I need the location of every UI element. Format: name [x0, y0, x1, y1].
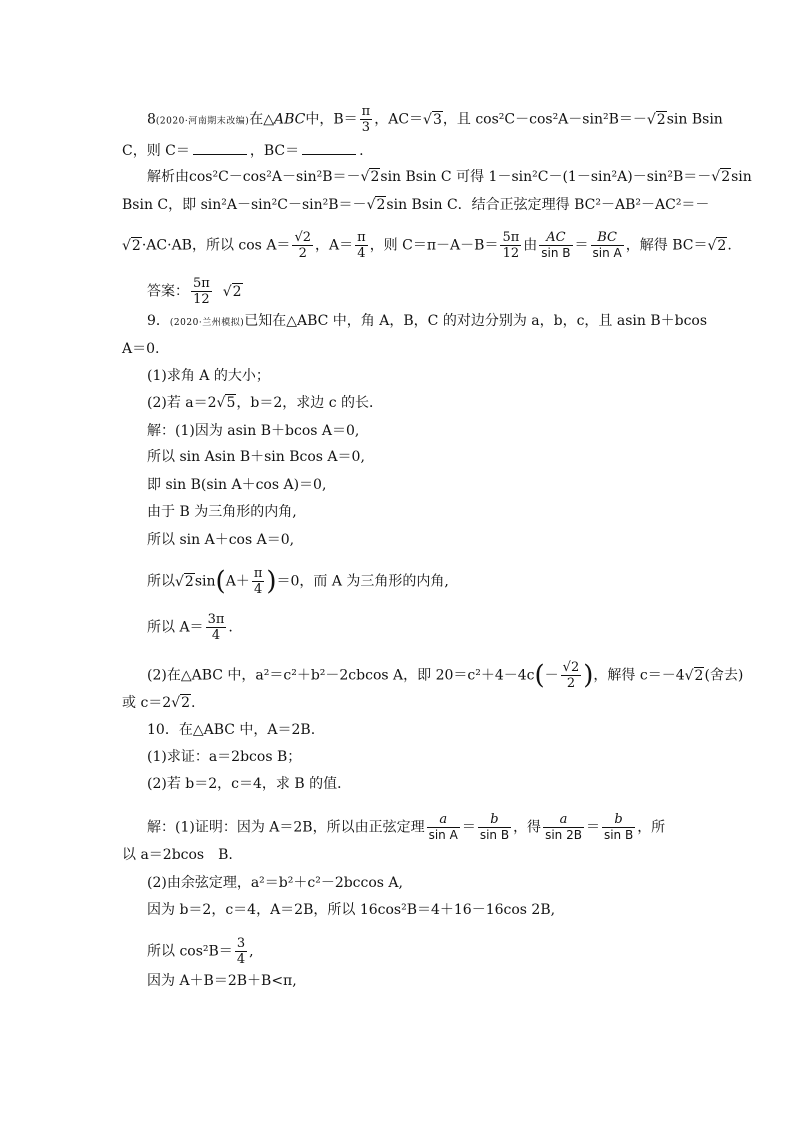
sqrt-symbol: √2: [646, 111, 666, 128]
question-number: 8: [147, 111, 156, 128]
q10-solution-3: (2)由余弦定理，a²＝b²＋c²－2bccos A,: [147, 875, 403, 891]
q8-solution-line-2: Bsin C，即 sin²A－sin²C－sin²B＝－√2sin Bsin C．结合正弦定理得 BC²－AB²－AC²＝－: [122, 197, 710, 213]
fraction-pi-3: $\frac{\pi}{3}$: [361, 104, 371, 135]
answer-blank: [193, 142, 247, 155]
q9-stem-line: 9．(2020·兰州模拟)已知在△ABC 中，角 A，B，C 的对边分别为 a，b，c，且 asin B＋bcos: [147, 313, 708, 329]
q9-solution-6: 所以√2sin(A＋ $\frac{\pi}{4}$ )＝0，而 A 为三角形的内角,: [147, 566, 449, 597]
q9-solution-1: 解：(1)因为 asin B＋bcos A＝0,: [147, 423, 360, 439]
q9-solution-5: 所以 sin A＋cos A＝0,: [147, 532, 295, 548]
q9-solution-7: 所以 A＝ $\frac{3\pi}{4}$ .: [147, 612, 233, 643]
q10-solution-6: 因为 A＋B＝2B＋B<π,: [147, 973, 297, 989]
q10-solution-5: 所以 cos²B＝ $\frac{3}{4}$ ,: [147, 936, 254, 967]
q9-part-2: (2)若 a＝2√5，b＝2，求边 c 的长．: [147, 395, 384, 411]
q8-stem-line: 8(2020·河南期末改编)在△ABC中，B＝ $\frac{\pi}{3}$ ，AC＝√3，且 cos²C－cos²A－sin²B＝－√2sin Bsin: [147, 104, 723, 135]
q8-answer: 答案： $\frac{5\pi}{12}$ √2: [147, 276, 242, 307]
q9-solution-9: 或 c＝2√2.: [122, 695, 196, 711]
q10-part-2: (2)若 b＝2，c＝4，求 B 的值．: [147, 776, 352, 792]
source-tag: (2020·兰州模拟): [169, 318, 245, 328]
q10-solution-2: 以 a＝2bcos B.: [122, 847, 233, 863]
answer-blank: [302, 142, 356, 155]
q10-solution-4: 因为 b＝2，c＝4，A＝2B，所以 16cos²B＝4＋16－16cos 2B,: [147, 902, 556, 918]
q10-solution-1: 解：(1)证明：因为 A＝2B，所以由正弦定理 $\frac{a}{\text{sin A}}$ ＝ $\frac{b}{\text{sin B}}$ ，得 $\frac{a}{\sin 2B}$ ＝ $\frac{b}{\text{sin B}}$ ，所: [147, 812, 666, 842]
q9-solution-4: 由于 B 为三角形的内角,: [147, 504, 297, 520]
q9-solution-3: 即 sin B(sin A＋cos A)＝0,: [147, 477, 327, 493]
q9-stem-line-2: A＝0.: [122, 341, 160, 357]
sqrt-symbol: √3: [423, 111, 442, 128]
q10-part-1: (1)求证：a＝2bcos B；: [147, 749, 302, 765]
q9-solution-2: 所以 sin Asin B＋sin Bcos A＝0,: [147, 449, 365, 465]
source-tag: (2020·河南期末改编): [155, 116, 250, 127]
q8-blank-line: C，则 C＝ ，BC＝ .: [122, 143, 364, 159]
q8-solution-line-3: √2·AC·AB，所以 cos A＝ $\frac{√2}{2}$ ，A＝ $\frac{\pi}{4}$ ，则 C＝π－A－B＝ $\frac{5\pi}{12}$ 由 $\frac{AC}{\text{sin B}}$ ＝ $\frac{BC}{\text{sin A}}$ ，解得 BC＝√2.: [122, 230, 732, 261]
q10-stem: 10．在△ABC 中，A＝2B.: [147, 722, 316, 738]
q8-solution-line-1: 解析由cos²C－cos²A－sin²B＝－√2sin Bsin C 可得 1－sin²C－(1－sin²A)－sin²B＝－√2sin: [147, 169, 752, 185]
q9-part-1: (1)求角 A 的大小；: [147, 368, 270, 384]
q9-solution-8: (2)在△ABC 中，a²＝c²＋b²－2cbcos A，即 20＝c²＋4－4c(－ $\frac{√2}{2}$ )，解得 c＝－4√2(舍去): [147, 660, 744, 691]
question-number: 9．: [147, 313, 170, 329]
